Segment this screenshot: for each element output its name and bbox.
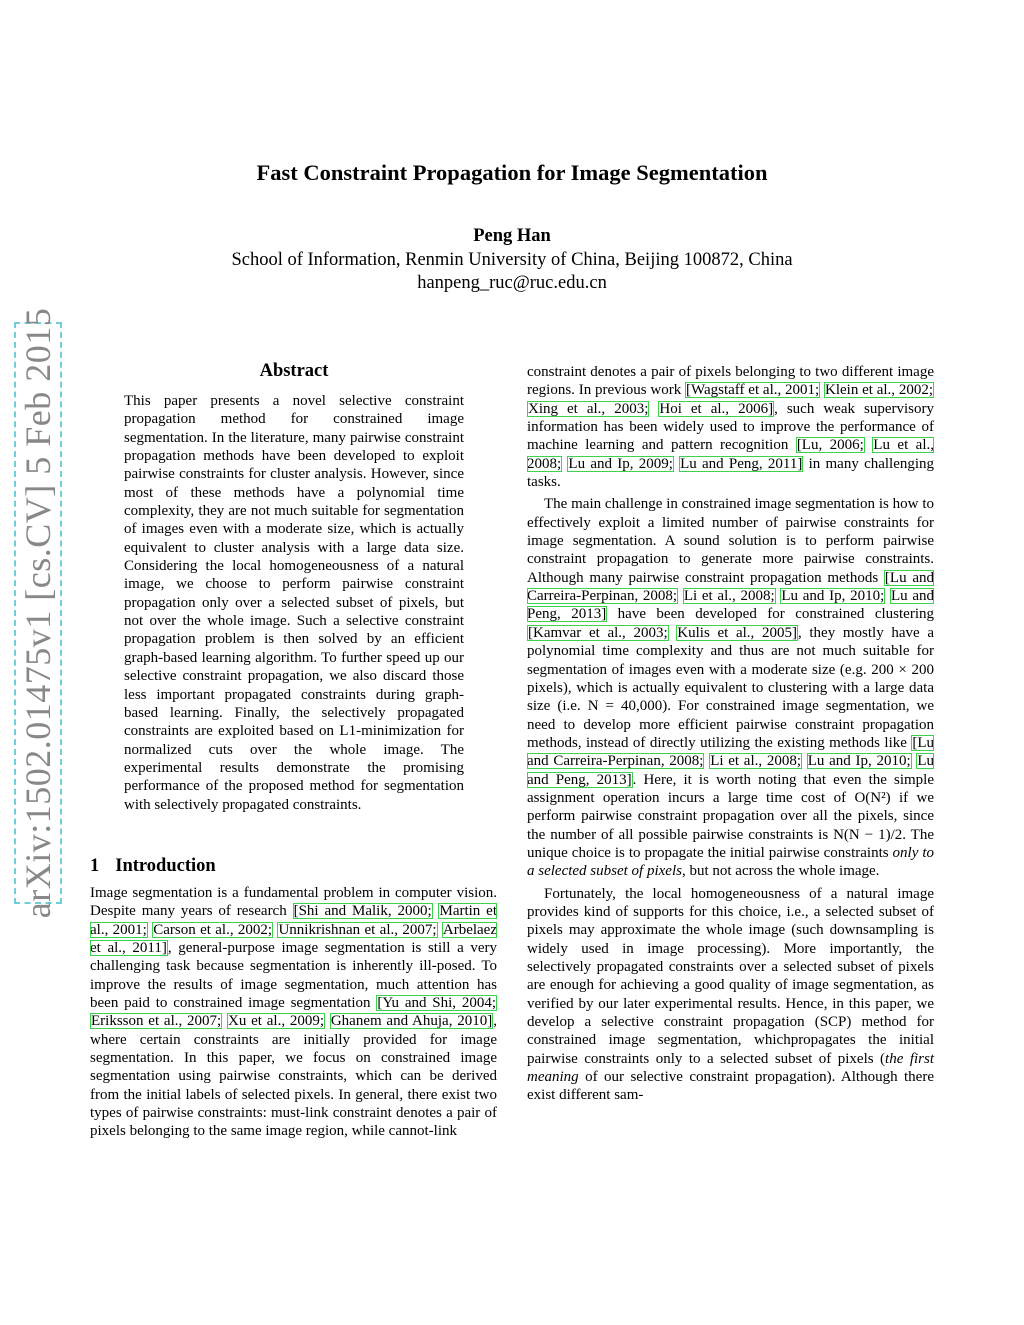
body-text: The main challenge in constrained image segmentation is how to effectively exploit a limited number of pairwise constraints for image segmentation. A sound solution is to perform pairwise constraint propagation to generate more pairwise constraints. Although many pairwise constraint propagation methods [527,496,934,586]
citation-link[interactable]: [Kamvar et al., 2003; [528,624,668,641]
body-text: constraint denotes a pair of pixels belonging to two different image regions. In previous work [527,364,934,399]
citation-link[interactable]: Hoi et al., 2006] [659,400,774,417]
citation-link[interactable]: [Lu and Carreira-Perpinan, 2008; [527,734,934,770]
right-column-body [527,363,934,1105]
body-text: , where certain constraints are initially provided for image segmentation. In this paper, we focus on constrained image segmentation using pairwise constraints, which can be derived from the initial labels of selected pixels. In general, there exist two types of pairwise constraints: must-link constraint denotes a pair of pixels belonging to the same image region, while cannot-link [90,1013,498,1140]
citation-link[interactable]: Lu and Ip, 2010; [781,588,885,605]
citation-link[interactable]: Kulis et al., 2005] [677,624,797,641]
section-heading [90,856,216,877]
citation-link[interactable]: [Shi and Malik, 2000; [293,903,432,920]
body-text: , they mostly have a polynomial time complexity and thus are not much suitable for segmentation of images even with a moderate size (e.g. 200 × 200 pixels), which is actually equivalent to clustering with a large data size (i.e. N = 40,000). For constrained image segmentation, we need to develop more efficient pairwise constraint propagation methods, instead of directly utilizing the existing methods like [527,624,935,751]
left-column-body [90,884,497,1141]
citation-link[interactable]: Eriksson et al., 2007; [91,1013,222,1030]
citation-link[interactable]: Arbelaez et al., 2011] [90,921,498,957]
intro-paragraph-3 [527,885,934,1105]
citation-link[interactable]: Carson et al., 2002; [153,921,273,938]
body-text: Fortunately, the local homogeneousness of a natural image provides kind of supports for this choice, i.e., a selected subset of pixels may approximate the whole image (such downsampling is widely used in image processing). More importantly, the selectively propagated constraints over a selected subset of pixels are enough for achieving a good quality of image segmentation, as verified by our later experimental results. Hence, in this paper, we develop a selective constraint propagation (SCP) method for constrained image segmentation, whichpropagates the initial pairwise constraints only to a selected subset of pixels ( [527,885,934,1067]
citation-link[interactable]: Lu and Ip, 2009; [568,455,673,472]
body-text: , but not across the whole image. [681,863,880,880]
body-text: of our selective constraint propagation). Although there exist different sam- [527,1069,934,1104]
citation-link[interactable]: [Wagstaff et al., 2001; [686,382,820,399]
body-text: Image segmentation is a fundamental problem in computer vision. Despite many years of research [90,885,497,920]
abstract-heading: Abstract [259,361,329,381]
citation-link[interactable]: Unnikrishnan et al., 2007; [278,921,437,938]
section-number: 1 [90,856,100,876]
abstract-text: This paper presents a novel selective constraint propagation method for constrained image segmentation. In the literature, many pairwise constraint propagation methods have been developed to exploit pairwise constraints for cluster analysis. However, since most of these methods have a polynomial time complexity, they are not much suitable for segmentation of images even with a moderate size, which is actually equivalent to cluster analysis with a large data size. Considering the local homogeneousness of a natural image, we choose to perform pairwise constraint propagation only over a selected subset of pixels, but not over the whole image. Such a selective constraint propagation problem is then solved by an efficient graph-based learning algorithm. To further speed up our selective constraint propagation, we also discard those less important propagated constraints during graph-based learning. Finally, the selectively propagated constraints are exploited based on L1-minimization for normalized cuts over the whole image. The experimental results demonstrate the promising performance of the proposed method for segmentation with selectively propagated constraints. [124,393,464,813]
emphasis-text: the first meaning [527,1050,934,1086]
citation-link[interactable]: Li et al., 2008; [683,588,775,605]
arxiv-identifier[interactable]: arXiv:1502.01475v1 [cs.CV] 5 Feb 2015 [18,307,58,919]
body-text: in many challenging tasks. [527,455,935,491]
citation-link[interactable]: Lu and Peng, 2013] [527,753,934,788]
body-text: , general-purpose image segmentation is still a very challenging task because segmentation is inherently ill-posed. To improve the results of image segmentation, much attention has been paid to constrained image segmentation [90,940,498,1012]
citation-link[interactable]: [Lu and Carreira-Perpinan, 2008; [527,569,934,605]
paper-title: Fast Constraint Propagation for Image Segmentation [256,160,768,185]
citation-link[interactable]: [Lu, 2006; [796,437,864,454]
citation-link[interactable]: Li et al., 2008; [710,753,801,770]
citation-link[interactable]: Lu and Peng, 2011] [680,455,803,472]
intro-paragraph-2 [527,495,934,880]
citation-link[interactable]: Lu and Peng, 2013] [527,588,934,623]
body-text: . Here, it is worth noting that even the simple assignment operation incurs a large time cost of O(N²) if we perform pairwise constraint propagation over all the pixels, since the number of all possible pairwise constraints is N(N − 1)/2. The unique choice is to propagate the initial pairwise constraints [527,771,935,861]
citation-link[interactable]: Xing et al., 2003; [528,400,649,417]
author-affiliation: School of Information, Renmin University of China, Beijing 100872, China [231,250,793,270]
author-email[interactable]: hanpeng_ruc@ruc.edu.cn [417,273,607,293]
author-name: Peng Han [473,226,551,246]
section-title: Introduction [115,856,216,876]
citation-link[interactable]: [Yu and Shi, 2004; [377,995,496,1012]
citation-link[interactable]: Lu et al., 2008; [527,437,935,472]
intro-paragraph-1-cont [527,363,934,491]
emphasis-text: only to a selected subset of pixels [527,844,934,880]
citation-link[interactable]: Martin et al., 2001; [90,903,498,938]
body-text: , such weak supervisory information has been widely used to improve the performance of machine learning and pattern recognition [527,400,934,454]
body-text: have been developed for constrained clustering [607,606,934,623]
citation-link[interactable]: Klein et al., 2002; [825,382,933,399]
citation-link[interactable]: Xu et al., 2009; [228,1013,325,1030]
citation-link[interactable]: Lu and Ip, 2010; [807,753,911,770]
citation-link[interactable]: Ghanem and Ahuja, 2010] [330,1013,493,1030]
arxiv-sidebar-stamp[interactable] [14,307,62,919]
intro-paragraph-1 [90,884,497,1141]
